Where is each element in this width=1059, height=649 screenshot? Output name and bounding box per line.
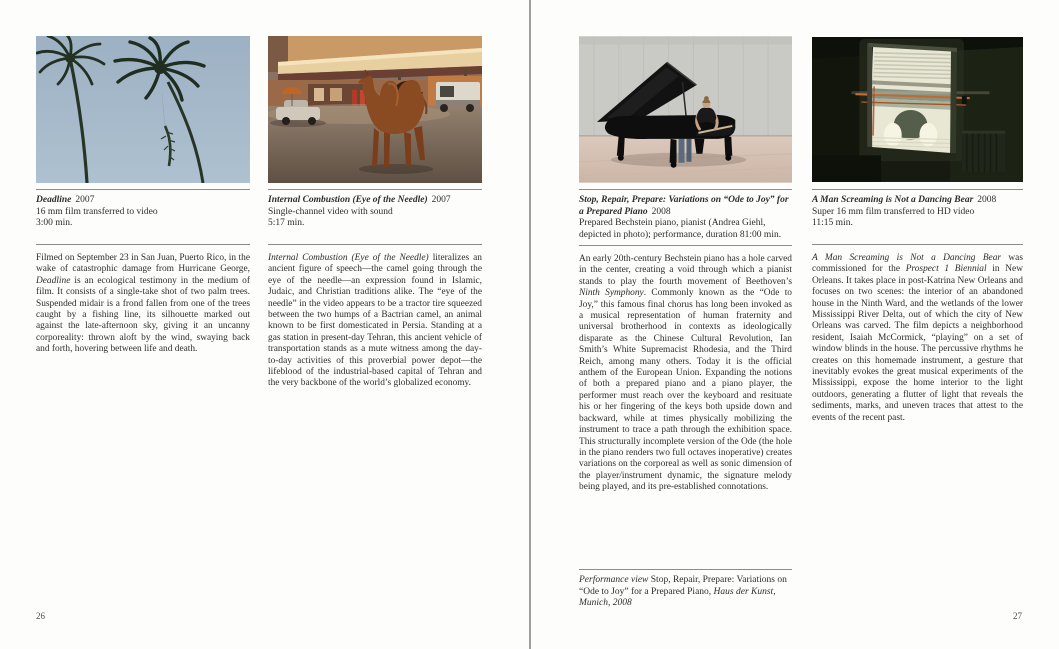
work-description: An early 20th-century Bechstein piano has a hole carved in the center, creating a void through which a pianist stands to play the fourth movement of Beethoven’s Ninth Symphony. Commonly known as the “Ode to Joy,” this famous final chorus has long been invoked as a musical representation of human fraternity and universal brotherhood in contexts as ideologically disparate as the Chinese Cultural Revolution, Ian Smith’s White Supremacist Rhodesia, and the Third Reich, among many others. Today it is the official anthem of the European Union. Expanding the notions of both a prepared piano and a piano player, the performer must reach over the keyboard and resituate his or her fingering of the keys both upside down and backward, while at times physically mobilizing the instrument to trace a path through the exhibition space. This structurally incomplete version of the Ode (the hole in the piano renders two full octaves inoperative) creates variations on the corporeal as well as sonic dimension of the player/instrument dynamic, the signature melody being played, and its pre-established connotations. xyxy=(579,254,792,493)
work-meta xyxy=(579,189,792,246)
work-duration: 5:17 min. xyxy=(268,218,305,228)
camel-gas-station-illustration xyxy=(268,36,482,183)
radiator xyxy=(962,131,1005,172)
page-number-right: 27 xyxy=(1013,611,1022,621)
work-duration: 3:00 min. xyxy=(36,218,73,228)
work-medium: Super 16 mm film transferred to HD video xyxy=(812,206,975,217)
article-deadline xyxy=(36,36,250,356)
work-description: Filmed on September 23 in San Juan, Puerto Rico, in the wake of catastrophic damage from Hurricane George, Deadline is an ecological testimony in the medium of film. It consists of a single-take shot of two palm trees. Suspended midair is a frond fallen from one of the trees caught by a fishing line, its silhouette marked out against the late-afternoon sky, giving it an uncanny corporeality: thrown aloft by the wind, swaying back and forth, hovering between life and death. xyxy=(36,253,250,355)
bright-window xyxy=(869,45,956,154)
work-year: 2008 xyxy=(977,195,997,205)
work-description: Internal Combustion (Eye of the Needle) literalizes an ancient figure of speech—the camel going through the eye of the needle—an expression found in Islamic, Judaic, and Christian traditions alike. The “eye of the needle” in the video appears to be a tractor tire squeezed between the two humps of a Bactrian camel, an animal known to be first domesticated in Persia. Standing at a gas station in present-day Tehran, this ancient vehicle of transportation stands as a mute witness among the day-to-day activities of this proverbial power depot—the lifeblood of the industrial-based capital of Tehran and the very backbone of the world’s globalized economy. xyxy=(268,253,482,389)
prepared-piano-illustration xyxy=(579,36,792,183)
work-year: 2007 xyxy=(75,195,95,205)
work-description: A Man Screaming is Not a Dancing Bear was commissioned for the Prospect 1 Biennial in New Orleans. It takes place in post-Katrina New Orleans and focuses on two scenes: the interior of an abandoned house in the Ninth Ward, and the wetlands of the lower Mississippi River Delta, out of which the city of New Orleans was carved. The film depicts a neighborhood resident, Isaiah McCormick, “playing” on a set of window blinds in the house. The percussive rhythms he creates on this homemade instrument, a gesture that inevitably evokes the great musical experiments of the Mississippi, expose the home interior to the light outdoors, generating a flutter of light that reveals the sediments, marks, and uneven traces that attest to the events of the recent past. xyxy=(812,253,1023,423)
work-medium: Prepared Bechstein piano, pianist (Andrea Giehl, depicted in photo); performance, duration 81:00 min. xyxy=(579,218,782,240)
photo-camel-gas-station xyxy=(268,36,482,183)
article-internal-combustion xyxy=(268,36,482,390)
window-blinds-illustration xyxy=(812,36,1023,183)
article-stop-repair-prepare xyxy=(579,36,792,608)
photo-palm-trees xyxy=(36,36,250,183)
page-number-left: 26 xyxy=(36,611,45,621)
photo-prepared-piano xyxy=(579,36,792,183)
work-year: 2007 xyxy=(431,195,451,205)
article-man-screaming xyxy=(812,36,1023,424)
work-duration: 11:15 min. xyxy=(812,218,853,228)
work-meta xyxy=(36,189,250,245)
work-meta xyxy=(268,189,482,245)
palm-trees-illustration xyxy=(36,36,250,183)
work-medium: 16 mm film transferred to video xyxy=(36,206,158,217)
work-title: Stop, Repair, Prepare: Variations on “Ode to Joy” for a Prepared Piano 2008 xyxy=(579,195,789,217)
work-title: Deadline 2007 xyxy=(36,195,95,205)
work-title: A Man Screaming is Not a Dancing Bear 2008 xyxy=(812,195,997,205)
work-medium: Single-channel video with sound xyxy=(268,206,393,217)
work-year: 2008 xyxy=(651,206,671,217)
work-meta xyxy=(812,189,1023,245)
photo-window-blinds xyxy=(812,36,1023,183)
pianist-legs xyxy=(679,139,685,163)
page-gutter-divider xyxy=(529,0,531,649)
performance-view-caption: Performance view Stop, Repair, Prepare: Variations on “Ode to Joy” for a Prepared Piano, Haus der Kunst, Munich, 2008 xyxy=(579,569,792,610)
work-title: Internal Combustion (Eye of the Needle) 2007 xyxy=(268,195,451,205)
